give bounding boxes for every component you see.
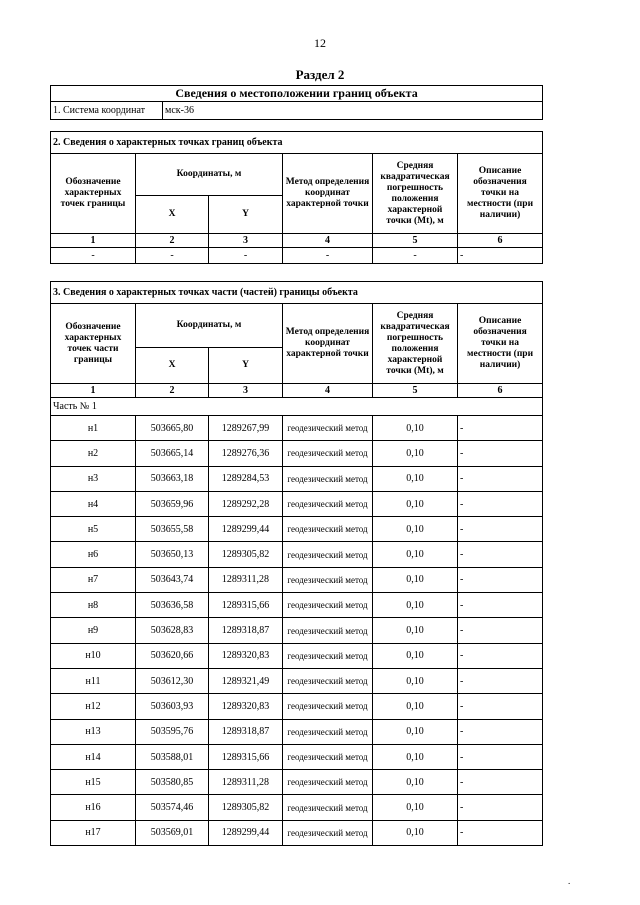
point-id: н9	[51, 618, 136, 643]
point-id: н8	[51, 593, 136, 618]
col-coords-header: Координаты, м	[136, 304, 283, 348]
point-desc: -	[458, 719, 543, 744]
point-y: 1289320,83	[209, 694, 283, 719]
empty-cell: -	[283, 248, 373, 264]
table-row	[51, 491, 543, 516]
table-row	[51, 795, 543, 820]
point-id: н5	[51, 517, 136, 542]
empty-cell: -	[373, 248, 458, 264]
point-y: 1289315,66	[209, 593, 283, 618]
point-method: геодезический метод	[283, 593, 373, 618]
col-number: 5	[373, 384, 458, 398]
col-y-header: Y	[209, 196, 283, 234]
point-y: 1289318,87	[209, 618, 283, 643]
point-method: геодезический метод	[283, 744, 373, 769]
point-y: 1289311,28	[209, 770, 283, 795]
point-desc: -	[458, 795, 543, 820]
point-desc: -	[458, 643, 543, 668]
col-number: 6	[458, 234, 543, 248]
col-number: 1	[51, 234, 136, 248]
table-row	[51, 416, 543, 441]
part-label: Часть № 1	[51, 398, 543, 416]
point-id: н6	[51, 542, 136, 567]
col-number: 2	[136, 384, 209, 398]
point-desc: -	[458, 517, 543, 542]
point-method: геодезический метод	[283, 694, 373, 719]
point-desc: -	[458, 770, 543, 795]
col-number: 4	[283, 234, 373, 248]
col-designation-header: Обозначение характерных точек границы	[51, 154, 136, 234]
point-id: н15	[51, 770, 136, 795]
col-y-header: Y	[209, 348, 283, 384]
point-mt: 0,10	[373, 694, 458, 719]
point-desc: -	[458, 668, 543, 693]
col-number: 1	[51, 384, 136, 398]
section3-label: 3. Сведения о характерных точках части (частей) границы объекта	[51, 282, 543, 304]
col-number: 2	[136, 234, 209, 248]
point-method: геодезический метод	[283, 466, 373, 491]
point-x: 503636,58	[136, 593, 209, 618]
point-y: 1289311,28	[209, 567, 283, 592]
table-row	[51, 542, 543, 567]
col-designation-header: Обозначение характерных точек части границы	[51, 304, 136, 384]
point-id: н3	[51, 466, 136, 491]
point-x: 503643,74	[136, 567, 209, 592]
point-mt: 0,10	[373, 542, 458, 567]
point-y: 1289292,28	[209, 491, 283, 516]
point-x: 503612,30	[136, 668, 209, 693]
point-desc: -	[458, 491, 543, 516]
table-row	[51, 593, 543, 618]
point-id: н7	[51, 567, 136, 592]
point-desc: -	[458, 744, 543, 769]
point-method: геодезический метод	[283, 618, 373, 643]
point-x: 503628,83	[136, 618, 209, 643]
col-number: 5	[373, 234, 458, 248]
col-error-header: Средняя квадратическая погрешность положения характерной точки (Mt), м	[373, 154, 458, 234]
table-row	[51, 618, 543, 643]
point-y: 1289284,53	[209, 466, 283, 491]
point-y: 1289299,44	[209, 517, 283, 542]
point-id: н11	[51, 668, 136, 693]
col-description-header: Описание обозначения точки на местности (при наличии)	[458, 154, 543, 234]
point-y: 1289299,44	[209, 820, 283, 845]
point-method: геодезический метод	[283, 416, 373, 441]
point-x: 503650,13	[136, 542, 209, 567]
point-id: н4	[51, 491, 136, 516]
point-y: 1289321,49	[209, 668, 283, 693]
point-method: геодезический метод	[283, 517, 373, 542]
point-desc: -	[458, 567, 543, 592]
point-y: 1289320,83	[209, 643, 283, 668]
col-x-header: X	[136, 196, 209, 234]
col-error-header: Средняя квадратическая погрешность положения характерной точки (Mt), м	[373, 304, 458, 384]
point-method: геодезический метод	[283, 643, 373, 668]
point-x: 503659,96	[136, 491, 209, 516]
point-mt: 0,10	[373, 795, 458, 820]
point-desc: -	[458, 416, 543, 441]
point-x: 503569,01	[136, 820, 209, 845]
point-mt: 0,10	[373, 466, 458, 491]
table-row	[51, 770, 543, 795]
table-row	[51, 643, 543, 668]
point-mt: 0,10	[373, 820, 458, 845]
table-row	[51, 441, 543, 466]
point-mt: 0,10	[373, 744, 458, 769]
col-number: 3	[209, 384, 283, 398]
point-id: н13	[51, 719, 136, 744]
point-y: 1289305,82	[209, 795, 283, 820]
empty-cell: -	[51, 248, 136, 264]
point-desc: -	[458, 618, 543, 643]
empty-cell: -	[209, 248, 283, 264]
empty-cell: -	[136, 248, 209, 264]
point-mt: 0,10	[373, 416, 458, 441]
point-id: н16	[51, 795, 136, 820]
point-mt: 0,10	[373, 770, 458, 795]
part-points-table	[50, 281, 543, 846]
col-coords-header: Координаты, м	[136, 154, 283, 196]
page-number: 12	[314, 36, 326, 50]
coord-system-value: мск-36	[163, 102, 543, 120]
point-method: геодезический метод	[283, 820, 373, 845]
point-mt: 0,10	[373, 643, 458, 668]
point-mt: 0,10	[373, 491, 458, 516]
point-x: 503620,66	[136, 643, 209, 668]
col-number: 6	[458, 384, 543, 398]
coord-system-label: 1. Система координат	[51, 102, 163, 120]
point-method: геодезический метод	[283, 441, 373, 466]
point-mt: 0,10	[373, 517, 458, 542]
point-method: геодезический метод	[283, 719, 373, 744]
point-mt: 0,10	[373, 567, 458, 592]
table-row	[51, 466, 543, 491]
point-id: н2	[51, 441, 136, 466]
table-row	[51, 719, 543, 744]
document-title: Сведения о местоположении границ объекта	[51, 86, 543, 102]
section-heading: Раздел 2	[295, 67, 345, 82]
col-number: 4	[283, 384, 373, 398]
empty-cell: -	[458, 248, 543, 264]
boundary-points-table	[50, 131, 543, 264]
table-row	[51, 820, 543, 845]
point-desc: -	[458, 441, 543, 466]
section2-label: 2. Сведения о характерных точках границ объекта	[51, 132, 543, 154]
point-desc: -	[458, 694, 543, 719]
col-description-header: Описание обозначения точки на местности (при наличии)	[458, 304, 543, 384]
table-row	[51, 694, 543, 719]
point-method: геодезический метод	[283, 567, 373, 592]
point-desc: -	[458, 542, 543, 567]
point-y: 1289318,87	[209, 719, 283, 744]
point-desc: -	[458, 466, 543, 491]
point-x: 503665,80	[136, 416, 209, 441]
point-id: н14	[51, 744, 136, 769]
point-x: 503574,46	[136, 795, 209, 820]
point-y: 1289315,66	[209, 744, 283, 769]
table-row	[51, 744, 543, 769]
point-x: 503663,18	[136, 466, 209, 491]
footer-mark: .	[568, 876, 571, 886]
point-desc: -	[458, 820, 543, 845]
point-x: 503603,93	[136, 694, 209, 719]
point-x: 503595,76	[136, 719, 209, 744]
point-x: 503588,01	[136, 744, 209, 769]
col-method-header: Метод определения координат характерной точки	[283, 154, 373, 234]
point-x: 503580,85	[136, 770, 209, 795]
point-method: геодезический метод	[283, 795, 373, 820]
point-y: 1289305,82	[209, 542, 283, 567]
point-x: 503655,58	[136, 517, 209, 542]
point-y: 1289276,36	[209, 441, 283, 466]
table-row	[51, 567, 543, 592]
point-mt: 0,10	[373, 719, 458, 744]
col-method-header: Метод определения координат характерной точки	[283, 304, 373, 384]
point-method: геодезический метод	[283, 491, 373, 516]
col-x-header: X	[136, 348, 209, 384]
point-desc: -	[458, 593, 543, 618]
point-mt: 0,10	[373, 593, 458, 618]
point-id: н10	[51, 643, 136, 668]
point-id: н1	[51, 416, 136, 441]
point-x: 503665,14	[136, 441, 209, 466]
col-number: 3	[209, 234, 283, 248]
point-method: геодезический метод	[283, 542, 373, 567]
table-row	[51, 517, 543, 542]
header-table	[50, 85, 543, 120]
table-row	[51, 668, 543, 693]
point-mt: 0,10	[373, 668, 458, 693]
point-method: геодезический метод	[283, 770, 373, 795]
point-y: 1289267,99	[209, 416, 283, 441]
point-mt: 0,10	[373, 441, 458, 466]
point-method: геодезический метод	[283, 668, 373, 693]
point-id: н12	[51, 694, 136, 719]
point-mt: 0,10	[373, 618, 458, 643]
point-id: н17	[51, 820, 136, 845]
